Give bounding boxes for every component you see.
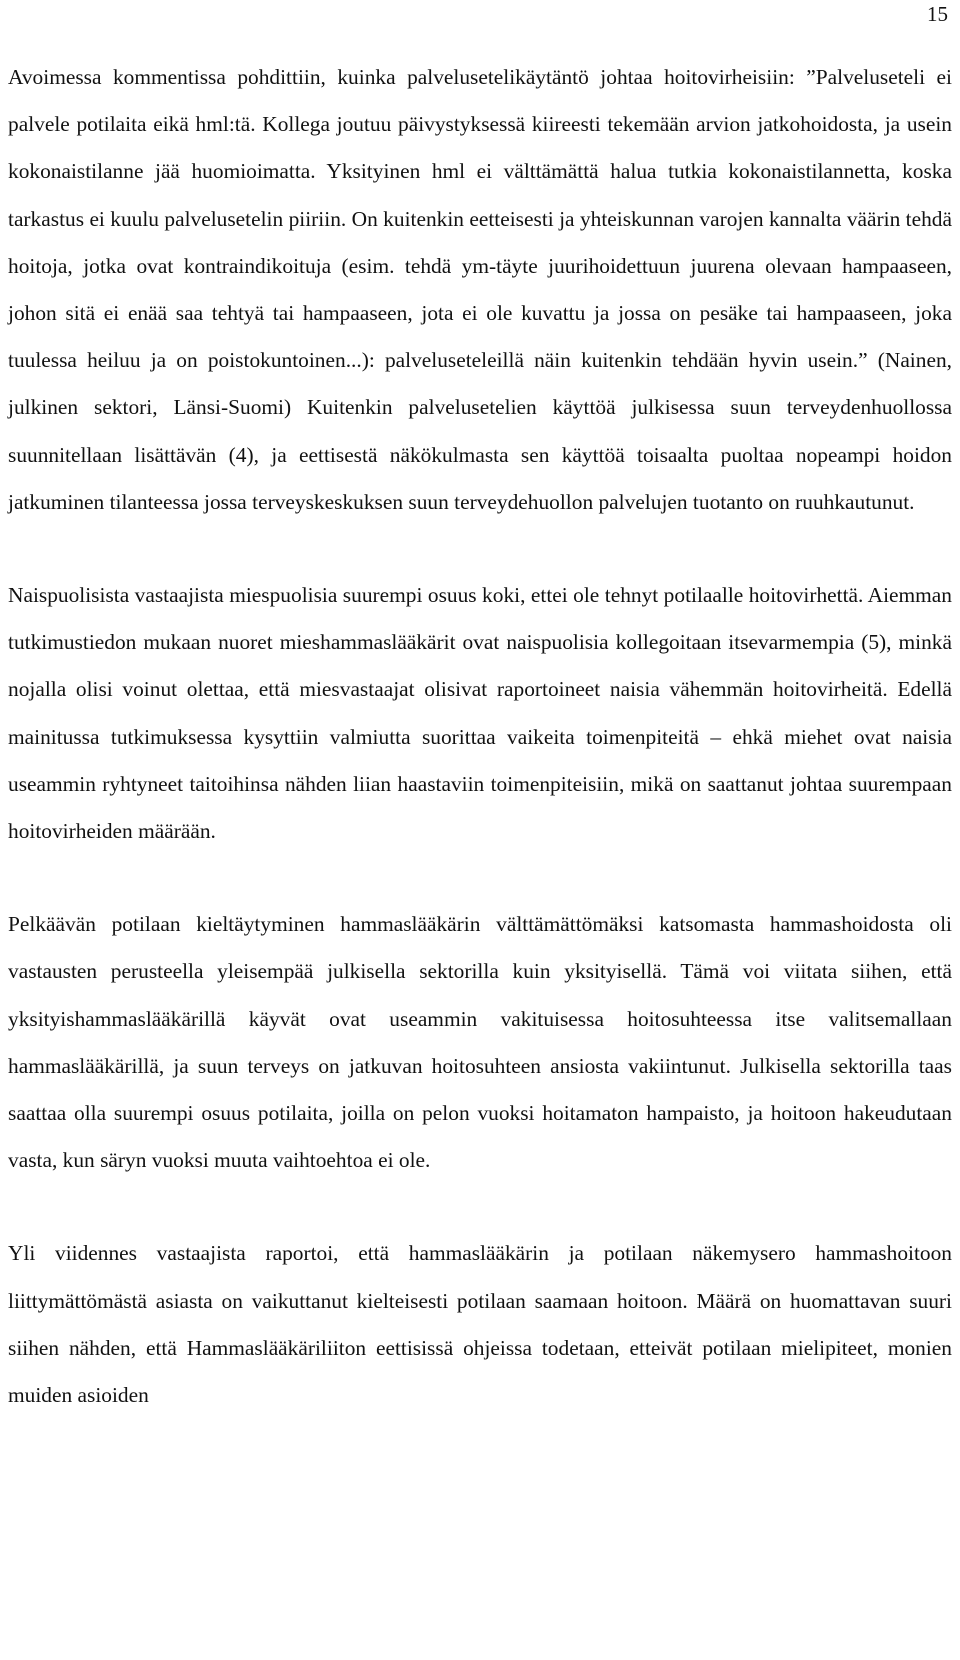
paragraph-3: Pelkäävän potilaan kieltäytyminen hammaslääkärin välttämättömäksi katsomasta hammashoidosta oli vastausten perusteella yleisempää julkisella sektorilla kuin yksityisellä. Tämä voi viitata siihen, että yksityishammaslääkärillä käyvät ovat useammin vakituisessa hoitosuhteessa itse valitsemallaan hammaslääkärillä, ja suun terveys on jatkuvan hoitosuhteen ansiosta vakiintunut. Julkisella sektorilla taas saattaa olla suurempi osuus potilaita, joilla on pelon vuoksi hoitamaton hampaisto, ja hoitoon hakeudutaan vasta, kun säryn vuoksi muuta vaihtoehtoa ei ole.: [8, 912, 952, 1173]
page-number: 15: [927, 2, 948, 26]
body-text: [8, 54, 952, 1419]
paragraph-4: Yli viidennes vastaajista raportoi, että hammaslääkärin ja potilaan näkemysero hammashoitoon liittymättömästä asiasta on vaikuttanut kielteisesti potilaan saamaan hoitoon. Määrä on huomattavan suuri siihen nähden, että Hammaslääkäriliiton eettisissä ohjeissa todetaan, etteivät potilaan mielipiteet, monien muiden asioiden: [8, 1241, 952, 1408]
paragraph-1: Avoimessa kommentissa pohdittiin, kuinka palvelusetelikäytäntö johtaa hoitovirheisiin: ”Palveluseteli ei palvele potilaita eikä hml:tä. Kollega joutuu päivystyksessä kiireesti tekemään arvion jatkohoidosta, ja usein kokonaistilanne jää huomioimatta. Yksityinen hml ei välttämättä halua tutkia kokonaistilannetta, koska tarkastus ei kuulu palvelusetelin piiriin. On kuitenkin eetteisesti ja yhteiskunnan varojen kannalta väärin tehdä hoitoja, jotka ovat kontraindikoituja (esim. tehdä ym-täyte juurihoidettuun juurena olevaan hampaaseen, johon sitä ei enää saa tehtyä tai hampaaseen, jota ei ole kuvattu ja jossa on pesäke tai hampaaseen, joka tuulessa heiluu ja on poistokuntoinen...): palveluseteleillä näin kuitenkin tehdään hyvin usein.” (Nainen, julkinen sektori, Länsi-Suomi) Kuitenkin palvelusetelien käyttöä julkisessa suun terveydenhuollossa suunnitellaan lisättävän (4), ja eettisestä näkökulmasta sen käyttöä toisaalta puoltaa nopeampi hoidon jatkuminen tilanteessa jossa terveyskeskuksen suun terveydehuollon palvelujen tuotanto on ruuhkautunut.: [8, 65, 952, 514]
paragraph-2: Naispuolisista vastaajista miespuolisia suurempi osuus koki, ettei ole tehnyt potilaalle hoitovirhettä. Aiemman tutkimustiedon mukaan nuoret mieshammaslääkärit ovat naispuolisia kollegoitaan itsevarmempia (5), minkä nojalla olisi voinut olettaa, että miesvastaajat olisivat raportoineet naisia vähemmän hoitovirheitä. Edellä mainitussa tutkimuksessa kysyttiin valmiutta suorittaa vaikeita toimenpiteitä – ehkä miehet ovat naisia useammin ryhtyneet taitoihinsa nähden liian haastaviin toimenpiteisiin, mikä on saattanut johtaa suurempaan hoitovirheiden määrään.: [8, 583, 952, 844]
